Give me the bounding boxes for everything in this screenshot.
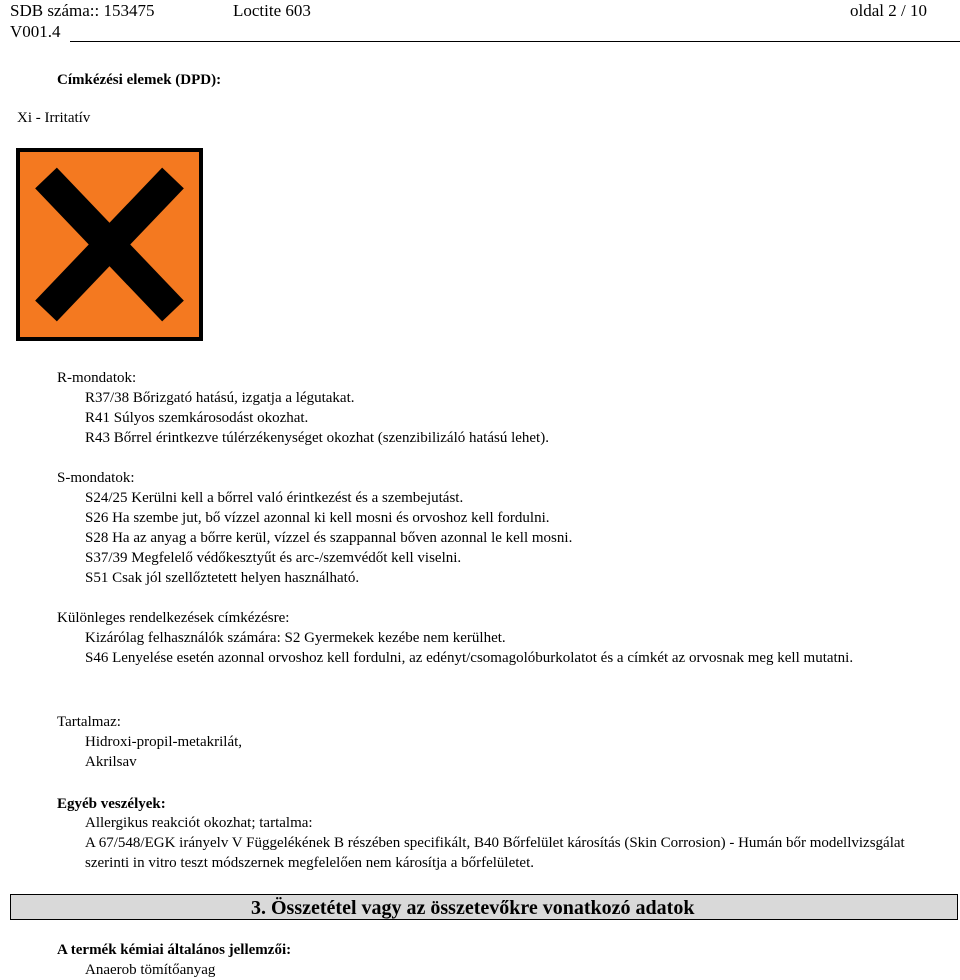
sdb-number: SDB száma:: 153475 xyxy=(10,1,155,20)
other-hazards-line: Allergikus reakciót okozhat; tartalma: xyxy=(85,815,313,831)
page-header xyxy=(10,0,960,42)
labeling-title: Címkézési elemek (DPD): xyxy=(57,72,222,88)
general-characteristics-title: A termék kémiai általános jellemzői: xyxy=(57,942,292,958)
contains-title: Tartalmaz: xyxy=(57,714,121,730)
s-phrases-title: S-mondatok: xyxy=(57,470,135,486)
s-phrase-item: S51 Csak jól szellőztetett helyen használható. xyxy=(85,570,360,586)
special-provision-line: S46 Lenyelése esetén azonnal orvoshoz kell fordulni, az edényt/csomagolóburkolatot és a címkét az orvosnak meg kell mutatni. xyxy=(85,650,854,666)
r-phrase-item: R37/38 Bőrizgató hatású, izgatja a légutakat. xyxy=(85,390,355,406)
header-rule xyxy=(70,41,960,42)
other-hazards-title: Egyéb veszélyek: xyxy=(57,796,166,812)
product-name: Loctite 603 xyxy=(233,1,311,20)
contains-item: Akrilsav xyxy=(85,754,137,770)
irritant-pictogram-icon xyxy=(16,148,203,341)
page-number: oldal 2 / 10 xyxy=(850,1,927,20)
section-3-header xyxy=(10,894,958,920)
hazard-symbol-label: Xi - Irritatív xyxy=(17,110,91,126)
r-phrases-title: R-mondatok: xyxy=(57,370,137,386)
r-phrase-item: R43 Bőrrel érintkezve túlérzékenységet okozhat (szenzibilizáló hatású lehet). xyxy=(85,430,549,446)
section-3-title: 3. Összetétel vagy az összetevőkre vonatkozó adatok xyxy=(251,897,695,919)
special-provision-line: Kizárólag felhasználók számára: S2 Gyermekek kezébe nem kerülhet. xyxy=(85,630,506,646)
version-label: V001.4 xyxy=(10,22,61,41)
contains-item: Hidroxi-propil-metakrilát, xyxy=(85,734,243,750)
s-phrase-item: S28 Ha az anyag a bőrre kerül, vízzel és szappannal bőven azonnal le kell mosni. xyxy=(85,530,573,546)
special-provisions-title: Különleges rendelkezések címkézésre: xyxy=(57,610,290,626)
other-hazards-line: A 67/548/EGK irányelv V Függelékének B részében specifikált, B40 Bőrfelület károsítás (Skin Corrosion) - Humán bőr modellvizsgálat szerinti in vitro teszt módszernek megfelelően nem károsítja a bőrfelületet. xyxy=(85,835,905,871)
s-phrase-item: S24/25 Kerülni kell a bőrrel való érintkezést és a szembejutást. xyxy=(85,490,464,506)
general-characteristics-value: Anaerob tömítőanyag xyxy=(85,962,216,978)
s-phrase-item: S37/39 Megfelelő védőkesztyűt és arc-/szemvédőt kell viselni. xyxy=(85,550,462,566)
r-phrase-item: R41 Súlyos szemkárosodást okozhat. xyxy=(85,410,309,426)
s-phrase-item: S26 Ha szembe jut, bő vízzel azonnal ki kell mosni és orvoshoz kell fordulni. xyxy=(85,510,550,526)
